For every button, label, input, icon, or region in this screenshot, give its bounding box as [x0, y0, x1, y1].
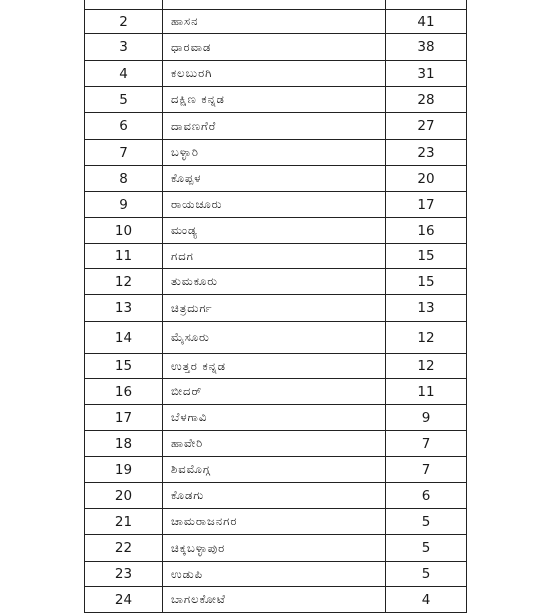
table-row [85, 322, 466, 354]
row-number: 18 [85, 431, 163, 456]
district-name: ರಾಯಚೂರು [163, 192, 386, 217]
row-value: 20 [417, 170, 435, 187]
table-row [85, 192, 466, 218]
row-number: 22 [85, 535, 163, 561]
table-row [85, 34, 466, 61]
row-number: 24 [85, 587, 163, 612]
district-name: ಕೊಪ್ಪಳ [163, 166, 386, 191]
table-row [85, 61, 466, 87]
district-name: ಗದಗ [163, 244, 386, 268]
district-name: ಬಳ್ಳಾರಿ [163, 140, 386, 165]
row-value: 11 [417, 383, 435, 400]
table-row [85, 535, 466, 562]
row-value: 41 [417, 13, 435, 30]
district-name: ಬಾಗಲಕೋಟೆ [163, 587, 386, 612]
row-value: 15 [417, 248, 435, 264]
table-row [85, 140, 466, 166]
district-name: ಕಲಬುರಗಿ [163, 61, 386, 86]
table-row [85, 10, 466, 34]
row-number: 16 [85, 379, 163, 404]
table-row [85, 354, 466, 379]
row-value [386, 0, 466, 9]
row-value: 5 [421, 566, 431, 582]
district-name: ದಾವಣಗೆರೆ [163, 113, 386, 139]
row-value: 7 [421, 461, 431, 478]
row-value: 15 [417, 273, 435, 290]
row-value: 17 [417, 196, 435, 213]
row-value: 12 [417, 358, 435, 374]
district-name: ಮೈಸೂರು [163, 322, 386, 353]
row-number: 13 [85, 295, 163, 321]
table-row [85, 483, 466, 509]
row-value: 12 [417, 329, 435, 346]
district-name: ಕೊಡಗು [163, 483, 386, 508]
table-row [85, 218, 466, 244]
row-number: 9 [85, 192, 163, 217]
table-row [85, 379, 466, 405]
row-number: 11 [85, 244, 163, 268]
table-row [85, 269, 466, 295]
row-number: 12 [85, 269, 163, 294]
row-number: 10 [85, 218, 163, 243]
row-number: 2 [85, 10, 163, 33]
table-row [85, 166, 466, 192]
row-value: 5 [421, 540, 431, 556]
table-row [85, 113, 466, 140]
row-number: 3 [85, 34, 163, 60]
district-name [163, 0, 386, 9]
row-value: 7 [421, 435, 431, 452]
row-value: 23 [417, 144, 435, 161]
district-name: ಮಂಡ್ಯ [163, 218, 386, 243]
row-number: 8 [85, 166, 163, 191]
row-value: 28 [417, 91, 435, 108]
table-row [85, 244, 466, 269]
row-number: 15 [85, 354, 163, 378]
district-name: ಚಿಕ್ಕಬಳ್ಳಾಪುರ [163, 535, 386, 561]
row-number: 23 [85, 562, 163, 586]
district-name: ತುಮಕೂರು [163, 269, 386, 294]
row-number: 21 [85, 509, 163, 534]
district-name: ಚಾಮರಾಜನಗರ [163, 509, 386, 534]
district-name: ಧಾರವಾಡ [163, 34, 386, 60]
district-name: ಹಾವೇರಿ [163, 431, 386, 456]
row-value: 5 [421, 513, 431, 530]
row-value: 38 [417, 39, 435, 55]
table-row [85, 562, 466, 587]
row-number: 6 [85, 113, 163, 139]
row-value: 13 [417, 300, 435, 316]
district-name: ದಕ್ಷಿಣ ಕನ್ನಡ [163, 87, 386, 112]
row-value: 31 [417, 65, 435, 82]
table-row [85, 587, 466, 613]
row-number: 20 [85, 483, 163, 508]
row-number [85, 0, 163, 9]
district-name: ಶಿವಮೊಗ್ಗ [163, 457, 386, 482]
row-number: 17 [85, 405, 163, 430]
district-name: ಉತ್ತರ ಕನ್ನಡ [163, 354, 386, 378]
row-number: 19 [85, 457, 163, 482]
district-name: ಉಡುಪಿ [163, 562, 386, 586]
table-row [85, 509, 466, 535]
table-row [85, 405, 466, 431]
row-number: 14 [85, 322, 163, 353]
table-row [85, 0, 466, 10]
district-name: ಬೆಳಗಾವಿ [163, 405, 386, 430]
district-name: ಬೀದರ್ [163, 379, 386, 404]
table-row [85, 457, 466, 483]
table-row [85, 431, 466, 457]
row-value: 27 [417, 118, 435, 134]
district-name: ಹಾಸನ [163, 10, 386, 33]
row-value: 9 [421, 409, 431, 426]
row-value: 16 [417, 222, 435, 239]
row-number: 7 [85, 140, 163, 165]
row-number: 4 [85, 61, 163, 86]
row-value: 4 [421, 591, 431, 608]
row-value: 6 [421, 487, 431, 504]
district-name: ಚಿತ್ರದುರ್ಗ [163, 295, 386, 321]
table-row [85, 87, 466, 113]
district-table [84, 0, 467, 613]
table-row [85, 295, 466, 322]
row-number: 5 [85, 87, 163, 112]
